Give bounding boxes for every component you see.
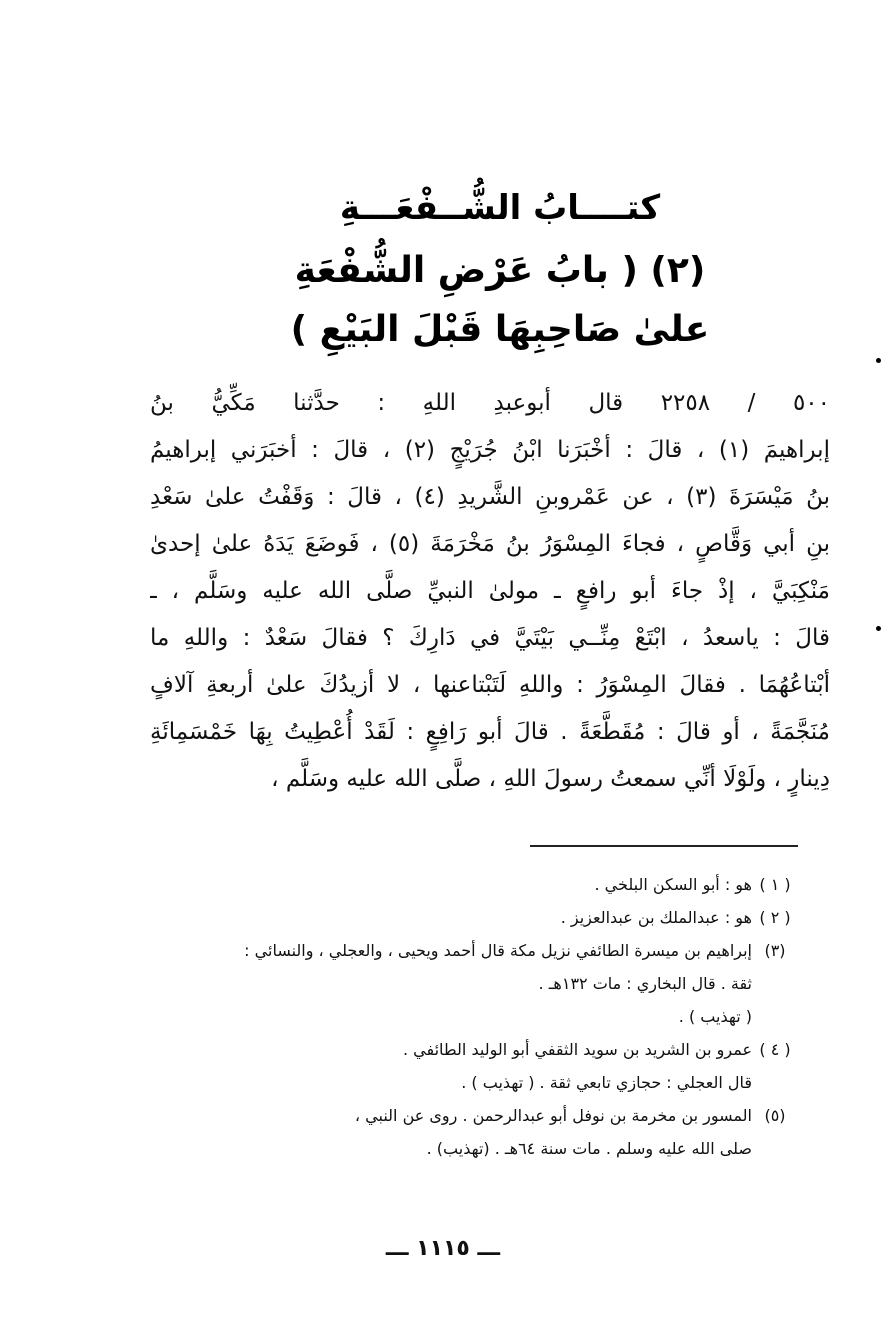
footnote-line: صلى الله عليه وسلم . مات سنة ٦٤هـ . (تهذيب) . — [426, 1139, 752, 1158]
footnote-number: ( ٢ ) — [759, 908, 791, 927]
hadith-text — [150, 380, 830, 803]
hadith-line: قالَ : ياسعدُ ، ابْتَعْ مِنِّــي بَيْتَيَّ في دَارِكَ ؟ فقالَ سَعْدٌ : واللهِ ما — [150, 625, 830, 651]
hadith-line: دِينارٍ ، ولَوْلَا أنِّي سمعتُ رسولَ اللهِ ، صلَّى الله عليه وسَلَّم ، — [271, 766, 830, 792]
footnote-line: قال العجلي : حجازي تابعي ثقة . ( تهذيب ) . — [461, 1073, 752, 1092]
margin-mark — [876, 358, 881, 363]
hadith-line: مَنْكِبَيَّ ، إذْ جاءَ أبو رافعٍ ـ مولىٰ النبيِّ صلَّى الله عليه وسَلَّم ، ـ — [150, 578, 830, 604]
footnotes — [98, 868, 798, 1165]
footnote-line: ( تهذيب ) . — [678, 1007, 752, 1026]
page-number: ـــ ١١١٥ ـــ — [385, 1236, 501, 1261]
footnote — [98, 1033, 798, 1099]
footnote — [98, 868, 798, 901]
hadith-line: إبراهيمَ (١) ، قالَ : أخْبَرَنا ابْنُ جُرَيْجٍ (٢) ، قالَ : أخبَرَني إبراهيمُ — [150, 437, 830, 463]
footnote-number: (٥) — [764, 1106, 786, 1125]
hadith-line: بنُ مَيْسَرَةَ (٣) ، عن عَمْروبنِ الشَّريدِ (٤) ، قالَ : وَقَفْتُ علىٰ سَعْدِ — [150, 484, 830, 510]
chapter-title-line-2: علىٰ صَاحِبِهَا قَبْلَ البَيْعِ ) — [290, 309, 710, 350]
footnote-line: ثقة . قال البخاري : مات ١٣٢هـ . — [538, 974, 752, 993]
footnote-line: هو : عبدالملك بن عبدالعزيز . — [560, 908, 752, 927]
footnote-line: المسور بن مخرمة بن نوفل أبو عبدالرحمن . روى عن النبي ، — [354, 1106, 752, 1125]
footnote-line: إبراهيم بن ميسرة الطائفي نزيل مكة قال أحمد ويحيى ، والعجلي ، والنسائي : — [244, 941, 752, 960]
footnote-number: ( ١ ) — [759, 875, 791, 894]
hadith-line: بنِ أبي وَقَّاصٍ ، فجاءَ المِسْوَرُ بنُ مَخْرَمَةَ (٥) ، فَوضَعَ يَدَهُ علىٰ إحدىٰ — [150, 531, 830, 557]
footnote — [98, 901, 798, 934]
footnote — [98, 1099, 798, 1165]
hadith-line: ٥٠٠ / ٢٢٥٨ قال أبوعبدِ اللهِ : حدَّثنا مَكِّيُّ بنُ — [150, 390, 830, 416]
footnote-line: هو : أبو السكن البلخي . — [594, 875, 752, 894]
footnote-line: عمرو بن الشريد بن سويد الثقفي أبو الوليد الطائفي . — [403, 1040, 752, 1059]
footnote-number: (٣) — [764, 941, 786, 960]
chapter-title-line-1: (٢) ( بابُ عَرْضِ الشُّفْعَةِ — [294, 250, 706, 291]
footnote — [98, 934, 798, 1033]
footnote-number: ( ٤ ) — [759, 1040, 791, 1059]
footnote-divider — [530, 845, 798, 847]
margin-mark — [876, 626, 881, 631]
book-title: كتــــابُ الشُّــفْعَـــةِ — [339, 188, 661, 228]
hadith-line: أبْتاعُهُمَا . فقالَ المِسْوَرُ : واللهِ لَتَبْتاعنها ، لا أزيدُكَ علىٰ أربعةِ آلافٍ — [150, 672, 830, 698]
hadith-line: مُنَجَّمَةً ، أو قالَ : مُقَطَّعَةً . قالَ أبو رَافِعٍ : لَقَدْ أُعْطِيتُ بِهَا خَمْسَمِائَةِ — [150, 719, 830, 745]
